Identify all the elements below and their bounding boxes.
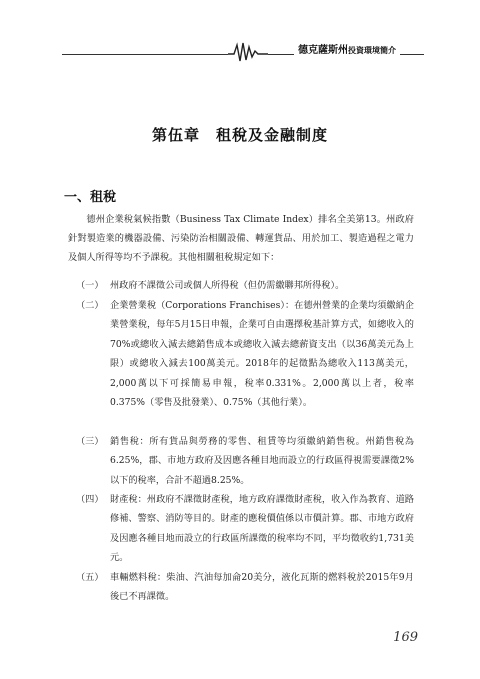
list-item-number: （四） — [76, 494, 104, 505]
list-item-text: 企業營業稅（Corporations Franchises）：在德州營業的企業均須繳納企業營業稅，每年5月15日申報，企業可自由選擇稅基計算方式，如總收入的70%或總收入減去總銷售成本或總收入減去總薪資支出（以36萬美元為上限）或總收入減去100萬美元。2018年的起徵點為總收入113萬美元，2,000萬以下可採簡易申報，稅率0.331%。2,000萬以上者，稅率0.375%（零售及批發業）、0.75%（其他行業）。 — [110, 300, 414, 409]
list-item-text: 財產稅：州政府不課徵財產稅，地方政府課徵財產稅，收入作為教育、道路修補、警察、消防等目的。財產的應稅價值係以市價計算。郡、市地方政府及因應各種目地而設立的行政區所課徵的稅率均不同，平均徵收約1,731美元。 — [110, 494, 414, 564]
list-item — [76, 490, 414, 568]
list-item-text: 車輛燃料稅：柴油、汽油每加侖20美分，液化瓦斯的燃料稅於2015年9月後已不再課徵。 — [110, 572, 414, 603]
header-title — [294, 44, 400, 58]
section-heading: 一、租稅 — [64, 190, 117, 205]
intro-paragraph: 德州企業稅氣候指數（Business Tax Climate Index）排名全美第13。州政府針對製造業的機器設備、污染防治相關設備、轉運貨品、用於加工、製造過程之電力及個人所得等均不予課稅。其他相關租稅規定如下： — [68, 214, 414, 263]
page-number: 169 — [393, 630, 418, 645]
list-item-number: （三） — [76, 436, 104, 447]
list-item — [76, 276, 414, 295]
list-item-text: 銷售稅：所有貨品與勞務的零售、租賃等均須繳納銷售稅。州銷售稅為6.25%，郡、市地方政府及因應各種目地而設立的行政區得視需要課徵2%以下的稅率，合計不超過8.25%。 — [110, 436, 414, 486]
header-title-sub: 投資環境簡介 — [348, 46, 396, 55]
header-title-main: 德克薩斯州 — [298, 45, 348, 56]
list-item — [76, 432, 414, 490]
running-header — [62, 38, 424, 64]
list-item — [76, 568, 414, 607]
chapter-title: 第伍章 租稅及金融制度 — [151, 126, 328, 144]
list-item-number: （一） — [76, 280, 104, 291]
list-item-number: （五） — [76, 572, 104, 583]
list-item-number: （二） — [76, 300, 104, 311]
list-item — [76, 296, 414, 412]
list-item-text: 州政府不課徵公司或個人所得稅（但仍需繳聯邦所得稅）。 — [110, 280, 345, 291]
heartbeat-wave-icon — [228, 41, 268, 63]
